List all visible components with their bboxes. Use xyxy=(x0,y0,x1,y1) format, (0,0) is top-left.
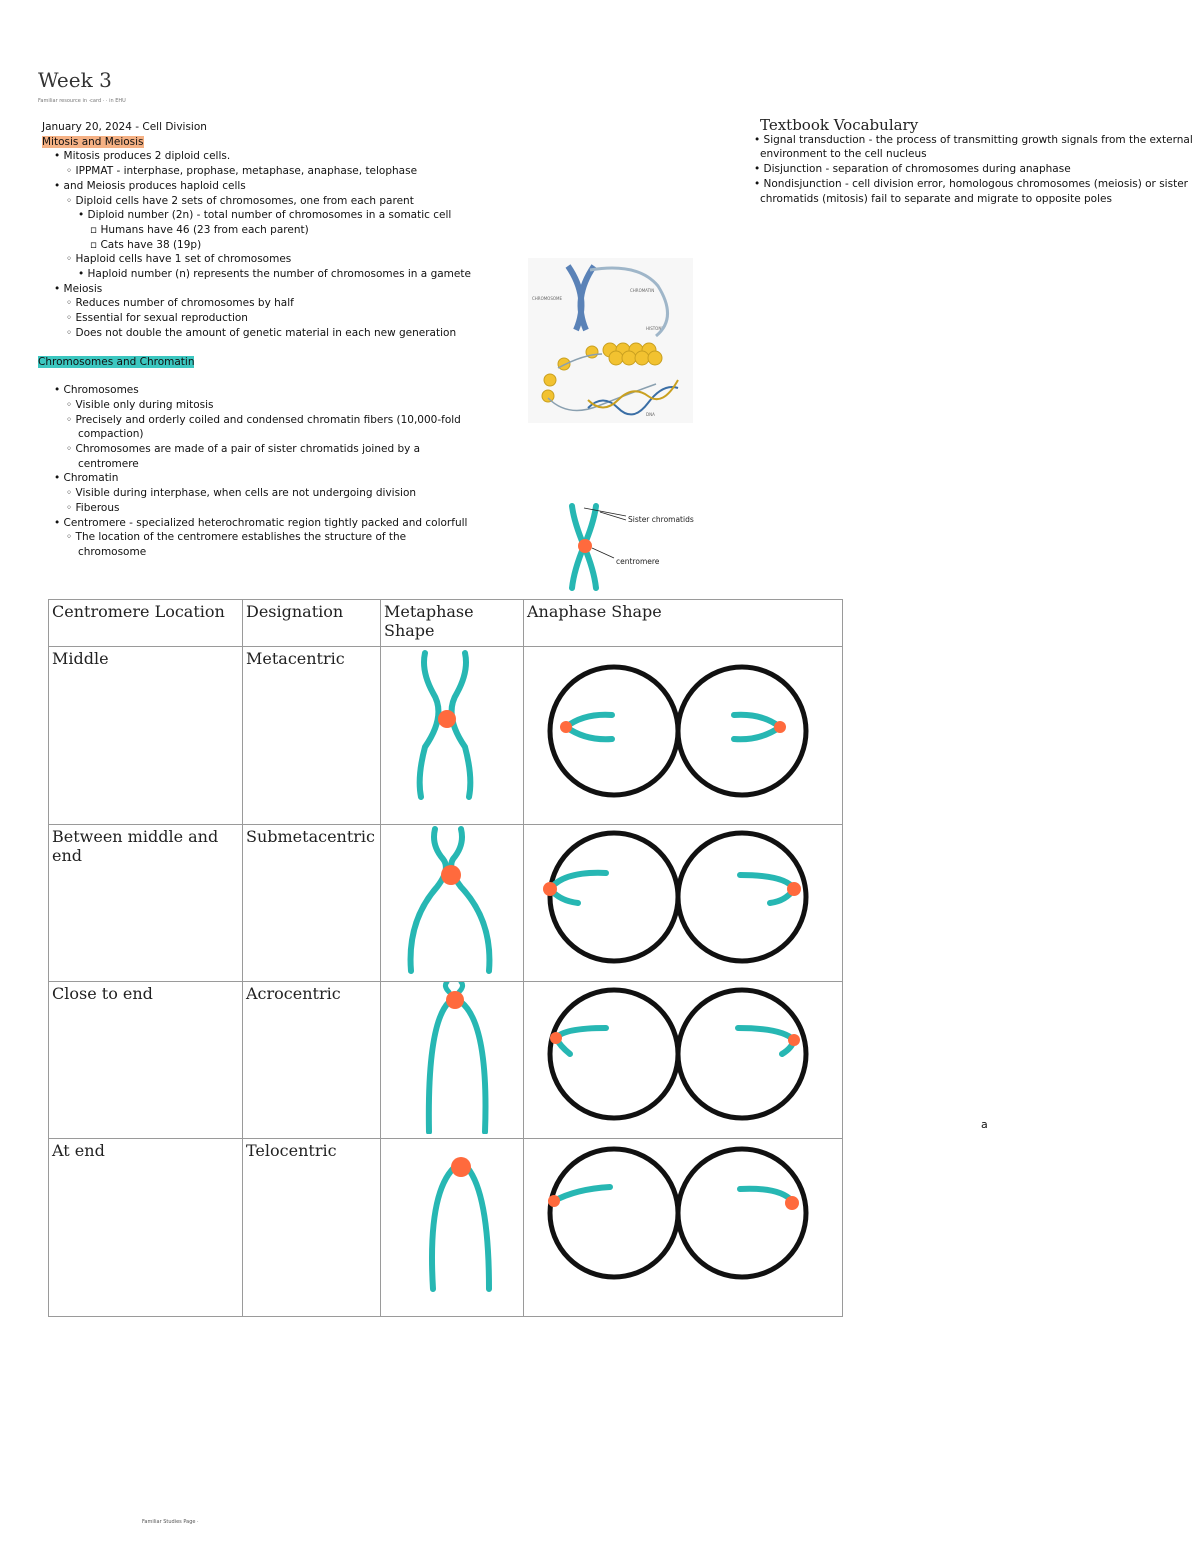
metacentric-anaphase-drawing xyxy=(524,647,842,820)
notes2-list xyxy=(38,383,508,559)
vocab-text: Disjunction - separation of chromosomes during anaphase xyxy=(763,163,1071,176)
note-line xyxy=(38,383,508,398)
bullet-icon: ▫ xyxy=(90,223,101,236)
note-line xyxy=(38,267,508,282)
anaphase-cell xyxy=(524,825,843,982)
note-text: The location of the centromere establishes the structure of the xyxy=(75,531,407,544)
note-line xyxy=(38,179,508,194)
note-text: Mitosis and Meiosis xyxy=(42,135,144,148)
note-line xyxy=(38,545,508,560)
page-title: Week 3 xyxy=(38,68,112,92)
header-cell: Centromere Location xyxy=(49,600,243,647)
notes-list xyxy=(38,120,508,341)
note-line xyxy=(38,238,508,253)
acrocentric-metaphase-drawing xyxy=(381,982,517,1134)
label-sister-chromatids: Sister chromatids xyxy=(628,515,694,524)
note-text: January 20, 2024 - Cell Division xyxy=(42,121,207,133)
note-text: IPPMAT - interphase, prophase, metaphase, anaphase, telophase xyxy=(75,165,418,178)
anaphase-cell xyxy=(524,1139,843,1317)
metacentric-metaphase-drawing xyxy=(381,647,517,820)
vocab-text: environment to the cell nucleus xyxy=(760,148,927,161)
submetacentric-anaphase-drawing xyxy=(524,825,842,977)
lecture-notes xyxy=(38,120,508,560)
note-text: Cats have 38 (19p) xyxy=(100,238,202,251)
vocab-section xyxy=(754,118,1200,206)
bullet-icon: ◦ xyxy=(66,531,76,544)
bullet-icon: ▫ xyxy=(90,238,101,251)
bullet-icon: ◦ xyxy=(66,312,76,325)
vocab-text: Signal transduction - the process of transmitting growth signals from the external xyxy=(763,133,1193,146)
note-line xyxy=(38,252,508,267)
bullet-icon: • xyxy=(78,209,88,222)
note-line xyxy=(38,501,508,516)
bullet-icon: • xyxy=(54,150,64,163)
location-cell: At end xyxy=(49,1139,243,1317)
designation-cell: Submetacentric xyxy=(243,825,381,982)
anaphase-cell xyxy=(524,982,843,1139)
note-text: Haploid number (n) represents the number of chromosomes in a gamete xyxy=(87,268,471,281)
note-text: Chromosomes xyxy=(63,384,139,397)
note-line xyxy=(38,398,508,413)
vocab-text: Nondisjunction - cell division error, homologous chromosomes (meiosis) or sister xyxy=(763,177,1188,190)
bullet-icon: ◦ xyxy=(66,413,76,426)
label-dna: DNA xyxy=(646,412,655,417)
note-line xyxy=(38,471,508,486)
note-text: Visible during interphase, when cells are not undergoing division xyxy=(75,487,417,500)
label-chromatin: CHROMATIN xyxy=(630,288,655,293)
bullet-icon: ◦ xyxy=(66,253,76,266)
bullet-icon: • xyxy=(54,384,64,397)
label-centromere: centromere xyxy=(616,557,660,566)
designation-cell: Acrocentric xyxy=(243,982,381,1139)
note-line xyxy=(38,442,508,457)
note-text: Diploid number (2n) - total number of chromosomes in a somatic cell xyxy=(87,209,452,222)
header-cell: Designation xyxy=(243,600,381,647)
note-text: Essential for sexual reproduction xyxy=(75,312,248,325)
vocab-item-cont xyxy=(754,192,1200,207)
note-line xyxy=(38,164,508,179)
label-histone: HISTONE xyxy=(646,326,664,331)
table-row xyxy=(49,982,843,1139)
note-text: centromere xyxy=(78,457,139,470)
submetacentric-metaphase-drawing xyxy=(381,825,517,977)
note-text: Haploid cells have 1 set of chromosomes xyxy=(75,253,292,266)
note-line xyxy=(38,223,508,238)
bullet-icon: ◦ xyxy=(66,165,76,178)
telocentric-anaphase-drawing xyxy=(524,1139,842,1312)
metaphase-cell xyxy=(381,825,524,982)
vocab-title: Textbook Vocabulary xyxy=(760,116,919,134)
vocab-item: • Signal transduction - the process of transmitting growth signals from the external xyxy=(754,133,1193,146)
table-row xyxy=(49,825,843,982)
page-footer: Familiar Studies Page · xyxy=(142,1519,199,1525)
note-line xyxy=(38,194,508,209)
note-line xyxy=(38,120,508,135)
designation-cell: Telocentric xyxy=(243,1139,381,1317)
telocentric-metaphase-drawing xyxy=(381,1139,517,1312)
bullet-icon: • xyxy=(54,516,64,529)
bullet-icon: • xyxy=(54,282,64,295)
note-text: Does not double the amount of genetic material in each new generation xyxy=(75,326,457,339)
bullet-icon: • xyxy=(78,268,88,281)
vocab-item: • Disjunction - separation of chromosomes during anaphase xyxy=(754,163,1071,176)
bullet-icon: ◦ xyxy=(66,326,76,339)
note-text: Precisely and orderly coiled and condensed chromatin fibers (10,000-fold xyxy=(75,413,461,426)
note-text: Diploid cells have 2 sets of chromosomes, one from each parent xyxy=(75,194,414,207)
table-row xyxy=(49,647,843,825)
note-line xyxy=(38,486,508,501)
note-text: Meiosis xyxy=(63,282,103,295)
note-text: Mitosis produces 2 diploid cells. xyxy=(63,150,231,163)
note-line xyxy=(38,135,508,150)
centromere-table xyxy=(48,599,843,1317)
acrocentric-anaphase-drawing xyxy=(524,982,842,1134)
location-cell: Between middle and end xyxy=(49,825,243,982)
bullet-icon: ◦ xyxy=(66,194,76,207)
note-line xyxy=(38,149,508,164)
note-line xyxy=(38,208,508,223)
sister-chromatid-diagram xyxy=(556,500,716,592)
note-text: Centromere - specialized heterochromatic region tightly packed and colorfull xyxy=(63,516,468,529)
vocab-item: • Nondisjunction - cell division error, homologous chromosomes (meiosis) or sister xyxy=(754,177,1188,190)
anaphase-cell xyxy=(524,647,843,825)
section-heading-chromosomes xyxy=(38,355,508,370)
note-line xyxy=(38,427,508,442)
vocab-item-cont xyxy=(754,147,1200,162)
location-cell: Middle xyxy=(49,647,243,825)
metaphase-cell xyxy=(381,982,524,1139)
note-text: compaction) xyxy=(78,428,144,441)
note-text: Chromosomes are made of a pair of sister chromatids joined by a xyxy=(75,443,421,456)
header-cell: Anaphase Shape xyxy=(524,600,843,647)
note-line xyxy=(38,282,508,297)
designation-cell: Metacentric xyxy=(243,647,381,825)
note-text: Humans have 46 (23 from each parent) xyxy=(100,223,309,236)
note-text: Chromatin xyxy=(63,472,119,485)
note-text: and Meiosis produces haploid cells xyxy=(63,179,246,192)
vocab-text: chromatids (mitosis) fail to separate and migrate to opposite poles xyxy=(760,192,1112,205)
label-chromosome: CHROMOSOME xyxy=(532,296,562,301)
note-line xyxy=(38,296,508,311)
bullet-icon: ◦ xyxy=(66,487,76,500)
dna-packaging-illustration xyxy=(528,258,693,423)
metaphase-cell xyxy=(381,647,524,825)
note-text: Reduces number of chromosomes by half xyxy=(75,297,294,310)
header-cell: Metaphase Shape xyxy=(381,600,524,647)
section-heading-text: Chromosomes and Chromatin xyxy=(38,355,195,368)
note-line xyxy=(38,516,508,531)
stray-mark: a xyxy=(981,1118,988,1131)
bullet-icon: • xyxy=(54,179,64,192)
table-header-row xyxy=(49,600,843,647)
note-text: chromosome xyxy=(78,545,147,558)
location-cell: Close to end xyxy=(49,982,243,1139)
note-line xyxy=(38,311,508,326)
bullet-icon: ◦ xyxy=(66,501,76,514)
note-text: Visible only during mitosis xyxy=(75,398,214,411)
bullet-icon: ◦ xyxy=(66,443,76,456)
note-text: Fiberous xyxy=(75,501,120,514)
table-row xyxy=(49,1139,843,1317)
note-line xyxy=(38,530,508,545)
bullet-icon: ◦ xyxy=(66,398,76,411)
metaphase-cell xyxy=(381,1139,524,1317)
bullet-icon: • xyxy=(54,472,64,485)
page-subtitle: Familiar resource in ·card · · in EHU xyxy=(38,98,126,104)
bullet-icon: ◦ xyxy=(66,297,76,310)
note-line xyxy=(38,457,508,472)
note-line xyxy=(38,413,508,428)
note-line xyxy=(38,326,508,341)
